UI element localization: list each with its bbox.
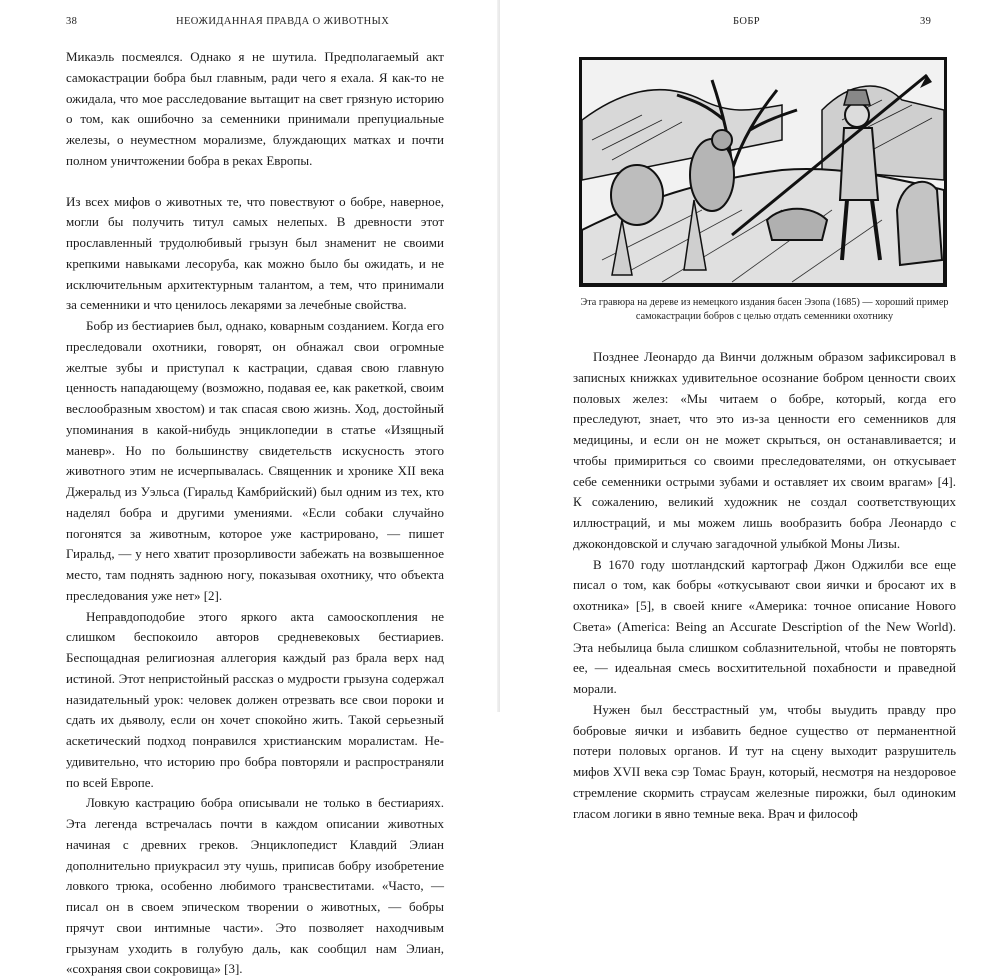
paragraph: Позднее Леонардо да Винчи должным образом зафиксировал в записных книжках удивительное осознание бобром ценности своих половых желез: «Мы читаем о бобре, который, когда его преследуют, знает, что это из-за ценности его семенников для медицины, и если он не может скрыться, он останавливается; и чтобы примириться со своими преследователями, он откусывает себе семенники острыми зубами и оставляет их своим врагам» [4]. К сожалению, великий художник не создал соответствующих иллюстраций, и мы можем лишь вообразить бобра Леонардо с джокондовской и случаю загадочной улыбкой Моны Лизы. (573, 349, 956, 551)
running-head-right: БОБР (733, 16, 761, 27)
paragraph: Микаэль посмеялся. Однако я не шутила. Предполагаемый акт самокастрации бобра был главным, ради чего я ехала. Я как-то не ожидала, что мое расследование вытащит на свет грязную историю о том, как ошибочно за семенники принимали препуциальные железы, о неуместном морализме, блуждающих матках и почти полном уничтожении бобра в реках Европы. (66, 49, 444, 168)
running-head-left: НЕОЖИДАННАЯ ПРАВДА О ЖИВОТНЫХ (176, 16, 390, 27)
figure-caption: Эта гравюра на дереве из немецкого издания басен Эзопа (1685) — хороший пример самокастрации бобров с целью отдать семенники охотнику (580, 297, 949, 322)
paragraph: Ловкую кастрацию бобра описывали не только в бестиариях. Эта легенда встречалась почти в каждом описании животных начиная с древних греков. Энциклопедист Клавдий Элиан дополнительно приукрасил эту чушь, приписав бобру изобретение ловкого трюка, особенно любимого трансвеститами. «Часто, — писал он в своем эпическом творении о животных, — бобры прячут свои интимные части». Это позволяет находчивым грызунам уходить в голубую даль, как сообщил нам Элиан, «сохраняя свои сокровища» [3]. (66, 795, 444, 977)
woodcut-illustration (579, 57, 947, 287)
paragraph: В 1670 году шотландский картограф Джон Оджилби все еще писал о том, как бобры «откусывают свои яички и бросают их в охотника» [5], в своей книге «Америка: точное описание Нового Света» (America: Being an Accurate Description of the New World). Эта небылица была слишком соблазнительной, чтобы не повторять ее, — идеальная смесь восхитительной похабности и праведной морали. (573, 556, 956, 696)
page-number-right: 39 (920, 16, 932, 27)
paragraph: Из всех мифов о животных те, что повествуют о бобре, наверное, могли бы получить титул самых нелепых. В древности этот прославленный трудолюбивый грызун был знаменит не своими крепкими навыками лесоруба, как можно было бы ожидать, и не исключительным архитектурным талантом, а тем, что принимали за семенники и что ценилось лекарями за лечебные свойства. (66, 193, 444, 313)
right-page (500, 0, 1000, 821)
paragraph: Неправдоподобие этого яркого акта самооскопления не слишком беспокоило авторов средневековых бестиариев. Беспощадная религиозная аллегория каждый раз брала верх над истиной. Этот непристойный рассказ о мудрости грызуна содержал назидательный урок: человек должен отрезвать все свои пороки и сдать их дьяволу, если он хочет спокойно жить. Такой серьезный аскетический подход понравился христианским моралистам. Неудивительно, что историю про бобра повторяли и распространяли по всей Европе. (66, 608, 444, 790)
left-page-body (66, 47, 444, 980)
right-page-body (573, 347, 956, 824)
woodcut-drawing (582, 60, 944, 284)
left-page (0, 0, 500, 977)
paragraph: Нужен был бесстрастный ум, чтобы выудить правду про бобровые яички и избавить бедное существо от перманентной потери половых органов. И тут на сцену выходит разрушитель мифов XVII века сэр Томас Браун, который, несмотря на нездоровое стремление скормить страусам железные пирожки, был одиноким гласом логики в явно темные века. Врач и философ (573, 701, 956, 821)
page-number-left: 38 (66, 16, 78, 27)
paragraph: Бобр из бестиариев был, однако, коварным созданием. Когда его преследовали охотники, говорят, он обнажал свои огромные желтые зубы и приступал к кастрации, сдавая свою главную ценность нападающему (возможно, подавая ее, как ракеткой, своим веслообразным хвостом) и так спасая свою жизнь. Ход, достойный упоминания в какой-нибудь энциклопедии в статье «Изящный маневр». Но по большинству свидетельств искусность этого животного этим не исчерпывалась. Священник и хронике XII века Джеральд из Уэльса (Гиральд Камбрийский) был одним из тех, кто наделял бобра и другими умениями. «Если собаки случайно погонятся за животным, которое уже кастрировано, — пишет Гиральд, — у него хватит прозорливости забежать на возвышенное место, там поднять заднюю ногу, показывая охотнику, что объекта преследования уже нет» [2]. (66, 318, 444, 603)
